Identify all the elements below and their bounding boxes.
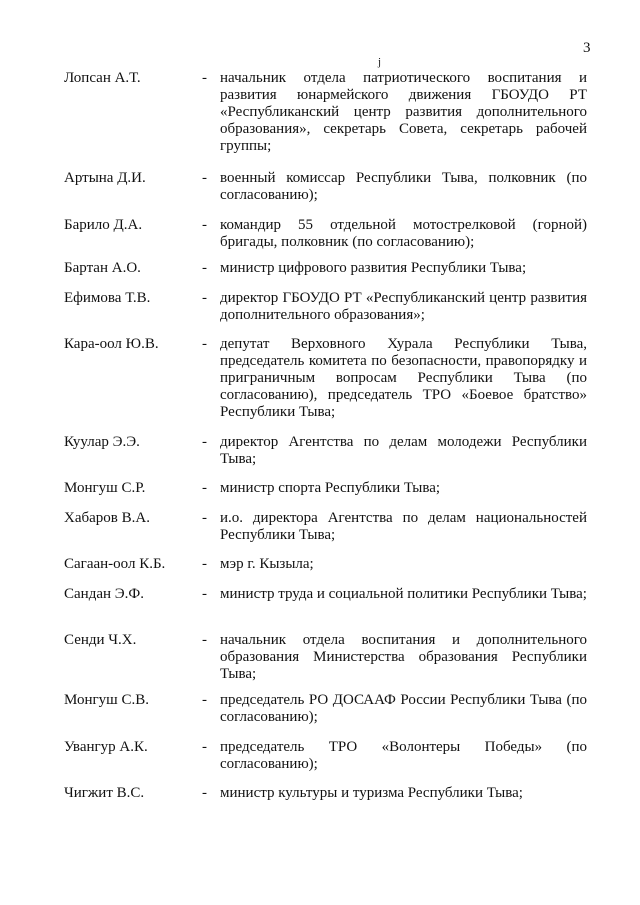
member-name: Кара-оол Ю.В.: [64, 336, 159, 352]
page-number: 3: [583, 40, 591, 56]
separator-dash: -: [202, 260, 207, 276]
member-role: командир 55 отдельной мотострелковой (горной) бригады, полковник (по согласованию);: [220, 217, 587, 250]
separator-dash: -: [202, 586, 207, 602]
member-name: Хабаров В.А.: [64, 510, 150, 526]
member-name: Сандан Э.Ф.: [64, 586, 145, 602]
member-role: начальник отдела патриотического воспитания и развития юнармейского движения ГБОУДО РТ «Республиканский центр развития дополнительного образования», секретарь Совета, секретарь рабочей группы;: [220, 70, 587, 154]
member-role: председатель РО ДОСААФ России Республики Тыва (по согласованию);: [220, 692, 587, 725]
member-role: и.о. директора Агентства по делам национальностей Республики Тыва;: [220, 510, 587, 543]
separator-dash: -: [202, 290, 207, 306]
member-role: мэр г. Кызыла;: [220, 556, 314, 572]
member-role: министр культуры и туризма Республики Тыва;: [220, 785, 523, 801]
member-role: министр спорта Республики Тыва;: [220, 480, 441, 496]
member-role: председатель ТРО «Волонтеры Победы» (по согласованию);: [220, 739, 587, 772]
separator-dash: -: [202, 632, 207, 648]
member-role: директор ГБОУДО РТ «Республиканский центр развития дополнительного образования»;: [220, 290, 587, 323]
separator-dash: -: [202, 739, 207, 755]
member-name: Чигжит В.С.: [64, 785, 145, 801]
member-name: Сенди Ч.Х.: [64, 632, 137, 648]
member-role: министр труда и социальной политики Республики Тыва;: [220, 586, 587, 602]
member-name: Куулар Э.Э.: [64, 434, 140, 450]
separator-dash: -: [202, 70, 207, 86]
member-role: начальник отдела воспитания и дополнительного образования Министерства образования Республики Тыва;: [220, 632, 587, 682]
separator-dash: -: [202, 480, 207, 496]
separator-dash: -: [202, 556, 207, 572]
member-role: директор Агентства по делам молодежи Республики Тыва;: [220, 434, 587, 467]
separator-dash: -: [202, 692, 207, 708]
page-mark: j: [378, 56, 382, 68]
member-name: Ефимова Т.В.: [64, 290, 151, 306]
member-name: Барило Д.А.: [64, 217, 143, 233]
member-name: Бартан А.О.: [64, 260, 141, 276]
separator-dash: -: [202, 434, 207, 450]
member-name: Увангур А.К.: [64, 739, 148, 755]
member-name: Монгуш С.Р.: [64, 480, 146, 496]
separator-dash: -: [202, 785, 207, 801]
member-role: депутат Верховного Хурала Республики Тыва, председатель комитета по безопасности, правопорядку и приграничным вопросам Республики Тыва (по согласованию), председатель ТРО «Боевое братство» Республики Тыва;: [220, 336, 587, 420]
member-name: Лопсан А.Т.: [64, 70, 141, 86]
member-name: Монгуш С.В.: [64, 692, 149, 708]
separator-dash: -: [202, 170, 207, 186]
member-role: военный комиссар Республики Тыва, полковник (по согласованию);: [220, 170, 587, 203]
separator-dash: -: [202, 510, 207, 526]
member-name: Сагаан-оол К.Б.: [64, 556, 166, 572]
separator-dash: -: [202, 217, 207, 233]
member-role: министр цифрового развития Республики Тыва;: [220, 260, 527, 276]
separator-dash: -: [202, 336, 207, 352]
member-name: Артына Д.И.: [64, 170, 146, 186]
